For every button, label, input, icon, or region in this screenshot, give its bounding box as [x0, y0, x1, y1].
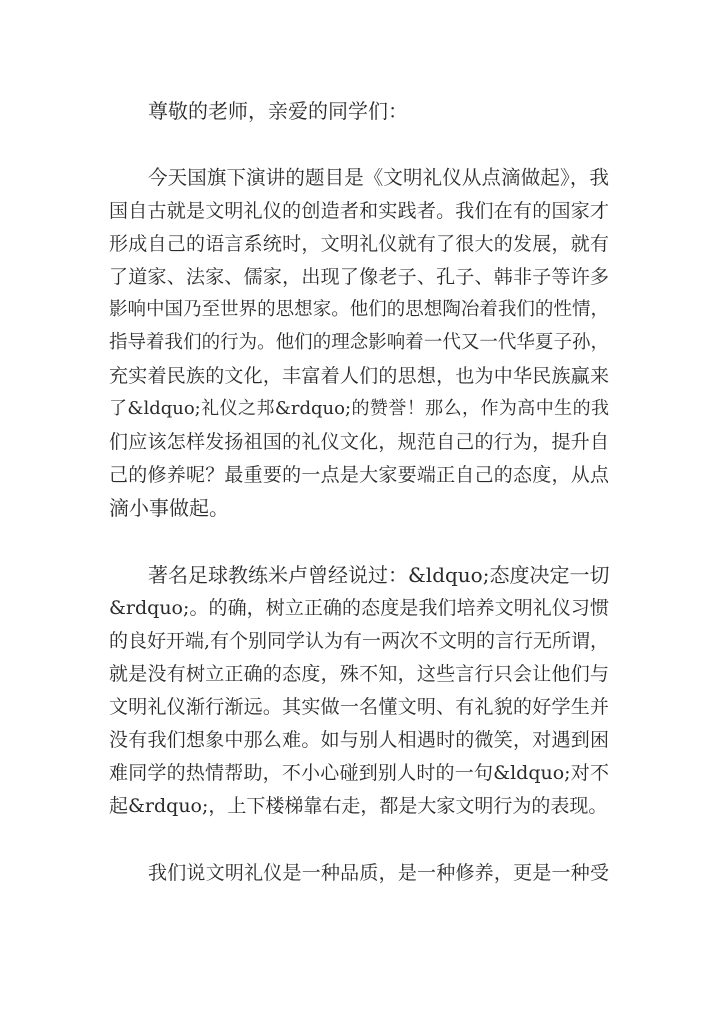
paragraph-line: 指导着我们的行为。他们的理念影响着一代又一代华夏子孙， — [109, 332, 609, 353]
paragraph-line: 了&ldquo;礼仪之邦&rdquo;的赞誉！那么，作为高中生的我 — [109, 398, 609, 419]
paragraph-line: 文明礼仪渐行渐远。其实做一名懂文明、有礼貌的好学生并 — [109, 696, 609, 718]
paragraph-line: 起&rdquo;，上下楼梯靠右走，都是大家文明行为的表现。 — [109, 795, 608, 817]
paragraph-line: 形成自己的语言系统时，文明礼仪就有了很大的发展，就有 — [109, 233, 609, 255]
paragraph-line: 著名足球教练米卢曾经说过：&ldquo;态度决定一切 — [148, 563, 610, 587]
paragraph-line: 我们说文明礼仪是一种品质，是一种修养，更是一种受 — [148, 862, 609, 884]
greeting-line: 尊敬的老师，亲爱的同学们： — [148, 99, 408, 123]
paragraph-line: 滴小事做起。 — [109, 496, 229, 520]
paragraph-line: 充实着民族的文化，丰富着人们的思想，也为中华民族赢来 — [109, 365, 609, 387]
paragraph-line: 己的修养呢？最重要的一点是大家要端正自己的态度，从点 — [109, 464, 609, 486]
paragraph-line: 们应该怎样发扬祖国的礼仪文化，规范自己的行为，提升自 — [109, 431, 609, 453]
paragraph-line: 难同学的热情帮助，不小心碰到别人时的一句&ldquo;对不 — [109, 762, 609, 784]
paragraph-line: 国自古就是文明礼仪的创造者和实践者。我们在有的国家才 — [109, 200, 609, 222]
paragraph-line: 了道家、法家、儒家，出现了像老子、孔子、韩非子等许多 — [109, 266, 609, 288]
paragraph-line: &rdquo;。的确，树立正确的态度是我们培养文明礼仪习惯 — [109, 597, 609, 619]
paragraph-line: 没有我们想象中那么难。如与别人相遇时的微笑，对遇到困 — [109, 729, 609, 751]
paragraph-line: 的良好开端,有个别同学认为有一两次不文明的言行无所谓， — [109, 630, 610, 652]
paragraph-line: 今天国旗下演讲的题目是《文明礼仪从点滴做起》，我 — [148, 166, 609, 189]
paragraph-line: 影响中国乃至世界的思想家。他们的思想陶冶着我们的性情， — [109, 299, 609, 320]
paragraph-line: 就是没有树立正确的态度，殊不知，这些言行只会让他们与 — [109, 663, 609, 685]
